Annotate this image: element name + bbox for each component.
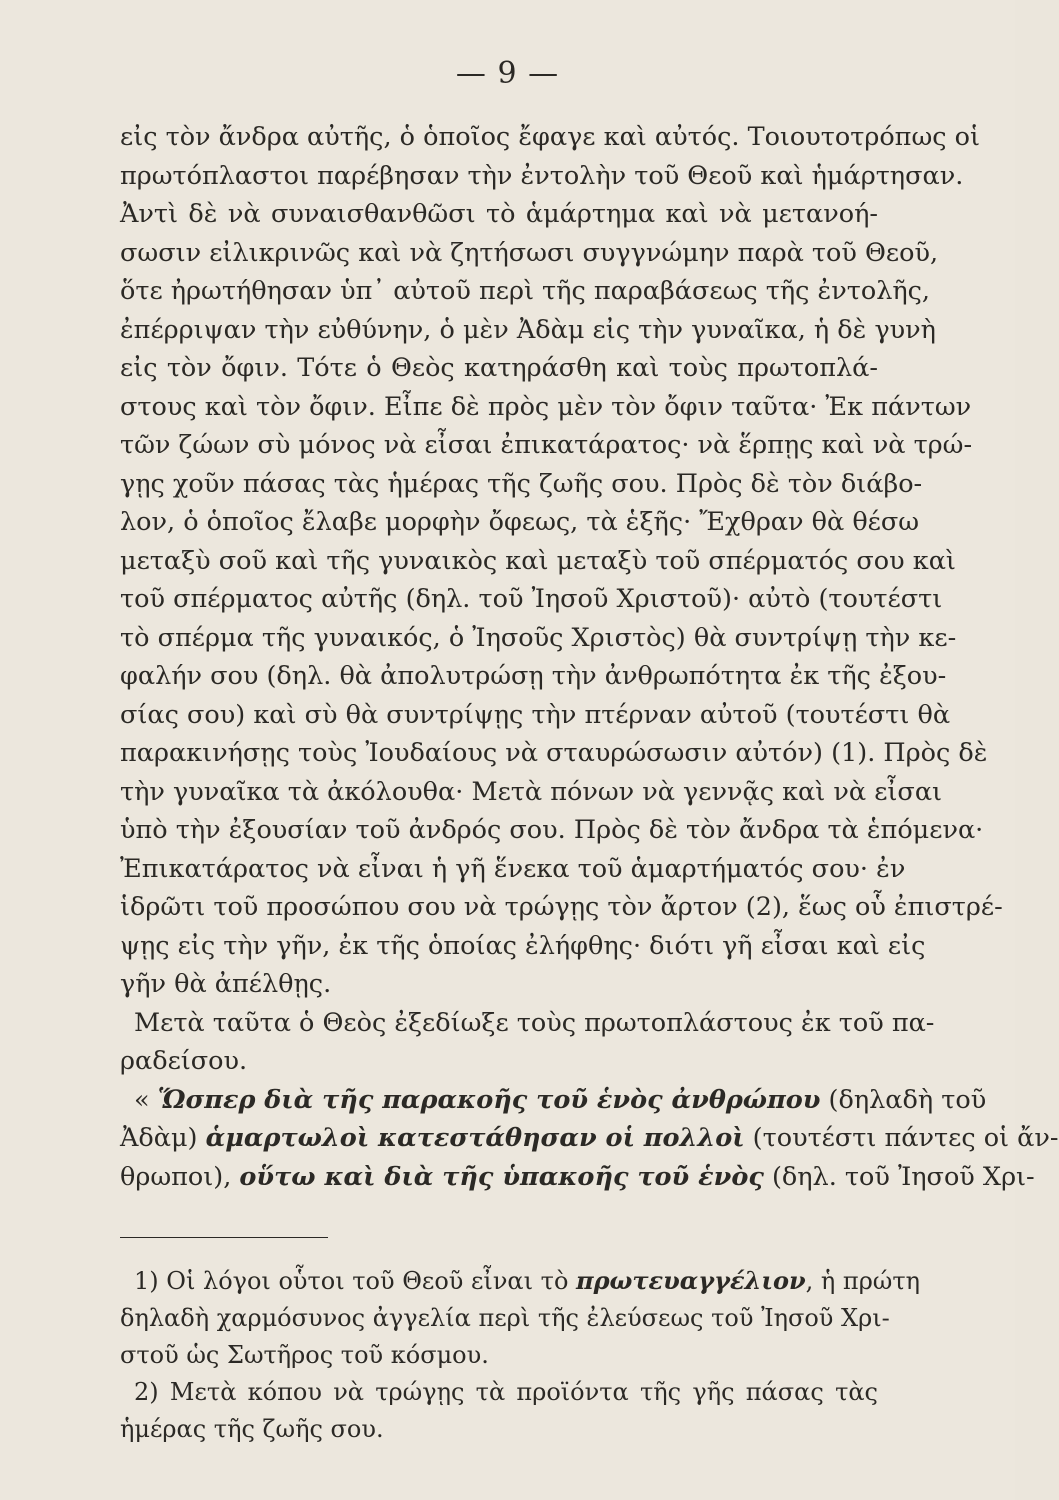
text-line: τοῦ σπέρματος αὐτῆς (δηλ. τοῦ Ἰησοῦ Χριστοῦ)· αὐτὸ (τουτέστι (120, 584, 943, 614)
footnote-divider (120, 1237, 328, 1238)
quote-emphasis-2: ἁμαρτωλοὶ κατεστάθησαν οἱ πολλοὶ (205, 1123, 745, 1153)
text-line: τῶν ζώων σὺ μόνος νὰ εἶσαι ἐπικατάρατος· νὰ ἕρπῃς καὶ νὰ τρώ- (120, 430, 973, 460)
text-line: ὑπὸ τὴν ἐξουσίαν τοῦ ἀνδρός σου. Πρὸς δὲ τὸν ἄνδρα τὰ ἑπόμενα· (120, 815, 984, 845)
text-line: παρακινήσῃς τοὺς Ἰουδαίους νὰ σταυρώσωσιν αὐτόν) (1). Πρὸς δὲ (120, 738, 988, 768)
text-line: μεταξὺ σοῦ καὶ τῆς γυναικὸς καὶ μεταξὺ τοῦ σπέρματός σου καὶ (120, 545, 956, 576)
text-line: φαλήν σου (δηλ. θὰ ἀπολυτρώσῃ τὴν ἀνθρωπότητα ἐκ τῆς ἐξου- (120, 661, 947, 691)
quote-text-2a: Ἀδὰμ) (120, 1123, 206, 1153)
text-line: τὸ σπέρμα τῆς γυναικός, ὁ Ἰησοῦς Χριστὸς) θὰ συντρίψῃ τὴν κε- (120, 622, 957, 653)
footnote-1-text-end: , ἡ πρώτη (805, 1267, 921, 1295)
footnotes (120, 1262, 921, 1448)
text-line: σίας σου) καὶ σὺ θὰ συντρίψῃς τὴν πτέρναν αὐτοῦ (τουτέστι θὰ (120, 699, 951, 730)
text-line: ἐπέρριψαν τὴν εὐθύνην, ὁ μὲν Ἀδὰμ εἰς τὴν γυναῖκα, ἡ δὲ γυνὴ (120, 314, 936, 345)
text-line: τὴν γυναῖκα τὰ ἀκόλουθα· Μετὰ πόνων νὰ γεννᾷς καὶ νὰ εἶσαι (120, 776, 943, 807)
text-line: πρωτόπλαστοι παρέβησαν τὴν ἐντολὴν τοῦ Θεοῦ καὶ ἡμάρτησαν. (120, 160, 964, 191)
footnote-1-line-2: δηλαδὴ χαρμόσυνος ἀγγελία περὶ τῆς ἐλεύσεως τοῦ Ἰησοῦ Χρι- (120, 1304, 890, 1332)
footnote-1-line-3: στοῦ ὡς Σωτῆρος τοῦ κόσμου. (120, 1341, 489, 1369)
text-line: Ἀντὶ δὲ νὰ συναισθανθῶσι τὸ ἁμάρτημα καὶ νὰ μετανοή- (120, 199, 878, 229)
main-text (120, 118, 1059, 1196)
text-line: ψῃς εἰς τὴν γῆν, ἐκ τῆς ὁποίας ἐλήφθης· διότι γῆ εἶσαι καὶ εἰς (120, 930, 926, 961)
quotation (120, 1081, 1059, 1197)
text-line: στους καὶ τὸν ὄφιν. Εἶπε δὲ πρὸς μὲν τὸν ὄφιν ταῦτα· Ἐκ πάντων (120, 391, 972, 422)
text-line: Μετὰ ταῦτα ὁ Θεὸς ἐξεδίωξε τοὺς πρωτοπλάστους ἐκ τοῦ πα- (134, 1007, 935, 1038)
text-line: εἰς τὸν ἄνδρα αὐτῆς, ὁ ὁποῖος ἔφαγε καὶ αὐτός. Τοιουτοτρόπως οἱ (120, 122, 980, 152)
footnote-2-line-2: ἡμέρας τῆς ζωῆς σου. (120, 1415, 384, 1443)
text-line: σωσιν εἰλικρινῶς καὶ νὰ ζητήσωσι συγγνώμην παρὰ τοῦ Θεοῦ, (120, 237, 939, 268)
text-line: Ἐπικατάρατος νὰ εἶναι ἡ γῆ ἕνεκα τοῦ ἁμαρτήματός σου· ἐν (120, 853, 906, 884)
footnote-2-line-1: 2) Μετὰ κόπου νὰ τρώγῃς τὰ προϊόντα τῆς γῆς πάσας τὰς (134, 1378, 878, 1406)
quote-text-2b: (τουτέστι πάντες οἱ ἄν- (744, 1123, 1059, 1153)
text-line: γῃς χοῦν πάσας τὰς ἡμέρας τῆς ζωῆς σου. Πρὸς δὲ τὸν διάβο- (120, 468, 923, 499)
text-line: ἱδρῶτι τοῦ προσώπου σου νὰ τρώγῃς τὸν ἄρτον (2), ἕως οὗ ἐπιστρέ- (120, 892, 1003, 922)
quote-emphasis-1: Ὥσπερ διὰ τῆς παρακοῆς τοῦ ἑνὸς ἀνθρώπου (157, 1084, 821, 1115)
quote-mark: « (134, 1084, 158, 1115)
quote-text-3a: θρωποι), (120, 1161, 240, 1192)
page-number: — 9 — (455, 56, 560, 91)
quote-line-3 (120, 1158, 1035, 1197)
text-line: λον, ὁ ὁποῖος ἔλαβε μορφὴν ὄφεως, τὰ ἑξῆς· Ἔχθραν θὰ θέσω (120, 507, 920, 537)
paragraph-1 (120, 118, 1003, 1004)
footnote-1-text: 1) Οἱ λόγοι οὗτοι τοῦ Θεοῦ εἶναι τὸ (134, 1267, 577, 1295)
text-line: εἰς τὸν ὄφιν. Τότε ὁ Θεὸς κατηράσθη καὶ τοὺς πρωτοπλά- (120, 353, 878, 383)
quote-text-1: (δηλαδὴ τοῦ (820, 1084, 987, 1115)
footnote-1-emphasis: πρωτευαγγέλιον (576, 1266, 806, 1295)
footnote-1-line-1 (120, 1262, 921, 1300)
quote-line-2 (120, 1119, 1059, 1158)
quote-line-1 (120, 1081, 987, 1120)
text-line: ραδείσου. (120, 1046, 248, 1076)
text-line: ὅτε ἠρωτήθησαν ὑπ᾽ αὐτοῦ περὶ τῆς παραβάσεως τῆς ἐντολῆς, (120, 276, 931, 306)
paragraph-2 (120, 1004, 935, 1081)
quote-text-3b: (δηλ. τοῦ Ἰησοῦ Χρι- (763, 1161, 1035, 1192)
quote-emphasis-3: οὕτω καὶ διὰ τῆς ὑπακοῆς τοῦ ἑνὸς (239, 1161, 764, 1192)
text-line: γῆν θὰ ἀπέλθῃς. (120, 969, 332, 999)
